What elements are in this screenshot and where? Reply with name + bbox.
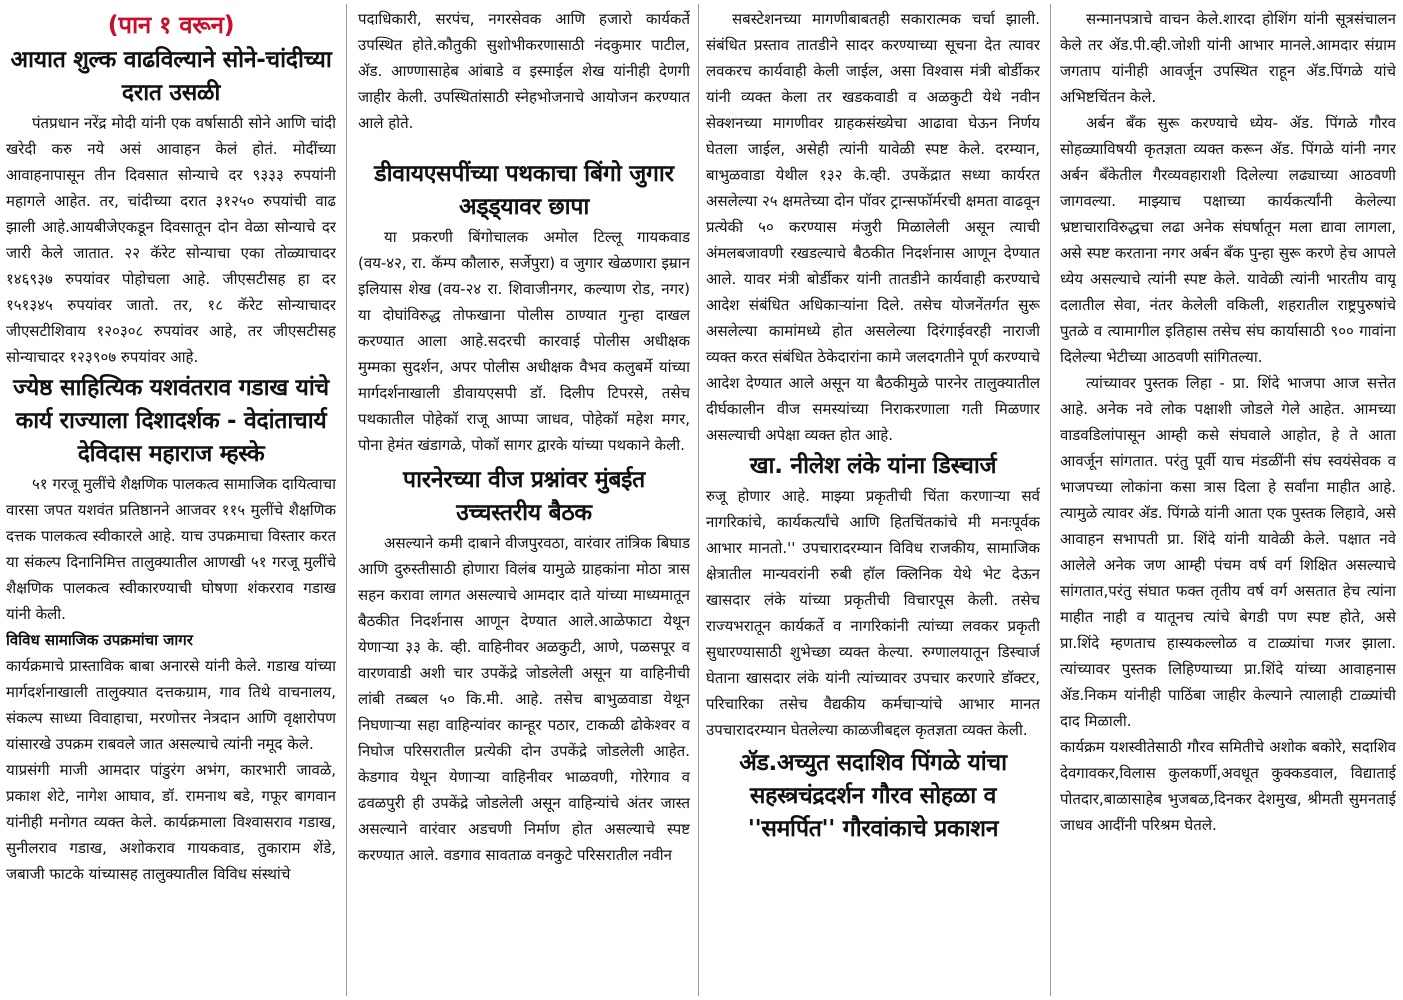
article-paragraph: कार्यक्रमाचे प्रास्ताविक बाबा अनारसे यांनी केले. गडाख यांच्या मार्गदर्शनाखाली तालुक्यात दत्तकग्राम, गाव तिथे वाचनालय, संकल्प साध्या विवाहाचा, मरणोत्तर नेत्रदान आणि वृक्षारोपण यांसारखे उपक्रम राबवले जात असल्याचे त्यांनी नमूद केले. xyxy=(6,657,336,753)
continued-label: (पान १ वरून) xyxy=(107,11,235,39)
article-paragraph: पदाधिकारी, सरपंच, नगरसेवक आणि हजारो कार्यकर्ते उपस्थित होते.कौतुकी सुशोभीकरणासाठी नंदकुमार पाटील, ॲड. आण्णासाहेब आंबाडे व इस्माईल शेख यांनीही देणगी जाहीर केली. उपस्थितांसाठी स्नेहभोजनाचे आयोजन करण्यात आले होते. xyxy=(358,10,690,132)
article-paragraph: पंतप्रधान नरेंद्र मोदी यांनी एक वर्षासाठी सोने आणि चांदी खरेदी करु नये असं आवाहन केलं होतं. मोदींच्या आवाहनापासून तीन दिवसात सोन्याचे दर ९३३३ रुपयांनी महागले आहेत. तर, चांदीच्या दरात ३१२५० रुपयांची वाढ झाली आहे.आयबीजेएकडून दिवसातून दोन वेळा सोन्याचे दर जारी केले जातात. २२ कॅरेट सोन्याचा एका तोळ्याचादर १४६९३७ रुपयांवर पोहोचला आहे. जीएसटीसह हा दर १५१३४५ रुपयांवर जातो. तर, १८ कॅरेट सोन्याचादर जीएसटीशिवाय १२०३०८ रुपयांवर आहे, तर जीएसटीसह सोन्याचादर १२३९०७ रुपयांवर आहे. xyxy=(6,114,336,366)
subheading: विविध सामाजिक उपक्रमांचा जागर xyxy=(6,631,193,649)
column-rule xyxy=(1050,4,1051,996)
article-paragraph: सन्मानपत्राचे वाचन केले.शारदा होशिंग यांनी सूत्रसंचालन केले तर ॲड.पी.व्ही.जोशी यांनी आभार मानले.आमदार संग्राम जगताप यांनीही आवर्जून उपस्थित राहून ॲड.पिंगळे यांचे अभिष्टचिंतन केले. xyxy=(1060,10,1396,106)
headline-parner-electricity: पारनेरच्या वीज प्रश्नांवर मुंबईत उच्चस्तरीय बैठक xyxy=(403,467,645,526)
article-paragraph: सबस्टेशनच्या मागणीबाबतही सकारात्मक चर्चा झाली. संबंधित प्रस्ताव तातडीने सादर करण्याच्या सूचना देत त्यावर लवकरच कार्यवाही केली जाईल, असा विश्वास मंत्री बोर्डीकर यांनी व्यक्त केला तर खडकवाडी व अळकुटी येथे नवीन सेक्शनच्या मागणीवर ग्राहकसंख्येचा आढावा घेऊन निर्णय घेतला जाईल, असेही त्यांनी यावेळी स्पष्ट केले. दरम्यान, बाभुळवाडा येथील १३२ के.व्ही. उपकेंद्रात सध्या कार्यरत असलेल्या २५ क्षमतेच्या दोन पॉवर ट्रान्सफॉर्मरची क्षमता वाढवून प्रत्येकी ५० करण्यास मंजुरी मिळालेली असून त्याची अंमलबजावणी रखडल्याचे बैठकीत निदर्शनास आणून देण्यात आले. यावर मंत्री बोर्डीकर यांनी तातडीने कार्यवाही करण्याचे आदेश संबंधित अधिकाऱ्यांना दिले. तसेच योजनेंतर्गत सुरू असलेल्या कामांमध्ये होत असलेल्या दिरंगाईवरही नाराजी व्यक्त करत संबंधित ठेकेदारांना कामे जलदगतीने पूर्ण करण्याचे आदेश देण्यात आले असून या बैठकीमुळे पारनेर तालुक्यातील दीर्घकालीन वीज समस्यांच्या निराकरणाला गती मिळणार असल्याची अपेक्षा व्यक्त होत आहे. xyxy=(706,10,1040,444)
headline-gold-silver: आयात शुल्क वाढविल्याने सोने-चांदीच्या दरात उसळी xyxy=(10,47,332,106)
headline-gadakh: ज्येष्ठ साहित्यिक यशवंतराव गडाख यांचे कार्य राज्याला दिशादर्शक - वेदांताचार्य देविदास महाराज म्हस्के xyxy=(13,375,329,467)
article-paragraph: ५१ गरजू मुलींचे शैक्षणिक पालकत्व सामाजिक दायित्वाचा वारसा जपत यशवंत प्रतिष्ठानने आजवर ११५ मुलींचे शैक्षणिक दत्तक पालकत्व स्वीकारले आहे. याच उपक्रमाचा विस्तार करत या संकल्प दिनानिमित्त तालुक्यातील आणखी ५१ गरजू मुलींचे शैक्षणिक पालकत्व स्वीकारण्याची घोषणा शंकरराव गडाख यांनी केली. xyxy=(6,475,336,623)
headline-pingale-felicitation: ॲड.अच्युत सदाशिव पिंगळे यांचा सहस्त्रचंद्रदर्शन गौरव सोहळा व ''समर्पित'' गौरवांकाचे प्रकाशन xyxy=(739,750,1007,842)
column-4 xyxy=(1060,6,1396,1000)
headline-bingo-raid: डीवायएसपींच्या पथकाचा बिंगो जुगार अड्ड्यावर छापा xyxy=(374,161,674,220)
column-rule xyxy=(346,4,347,996)
article-paragraph: त्यांच्यावर पुस्तक लिहा - प्रा. शिंदे भाजपा आज सत्तेत आहे. अनेक नवे लोक पक्षाशी जोडले गेले आहेत. आमच्या वाडवडिलांपासून आम्ही कसे संघवाले आहोत, हे ते आता आवर्जून सांगतात. परंतु पूर्वी याच मंडळींनी संघ स्वयंसेवक व भाजपच्या लोकांना कसा त्रास दिला हे सर्वांना माहीत आहे. त्यामुळे त्यावर ॲड. पिंगळे यांनी आता एक पुस्तक लिहावे, असे आवाहन सभापती प्रा. शिंदे यांनी यावेळी केले. पक्षात नवे आलेले अनेक जण आम्ही पंचम वर्ष वर्ग शिक्षित असल्याचे सांगतात,परंतु संघात फक्त तृतीय वर्ष वर्ग असतात हेच त्यांना माहीत नाही व यातूनच त्यांचे बेगडी पण स्पष्ट होते, असे प्रा.शिंदे म्हणताच हास्यकल्लोळ व टाळ्यांचा गजर झाला. त्यांच्यावर पुस्तक लिहिण्याच्या प्रा.शिंदे यांच्या आवाहनास ॲड.निकम यांनीही पाठिंबा जाहीर केल्याने त्यालाही टाळ्यांची दाद मिळाली. xyxy=(1060,374,1396,730)
article-paragraph: अर्बन बँक सुरू करण्याचे ध्येय- ॲड. पिंगळे गौरव सोहळ्याविषयी कृतज्ञता व्यक्त करून ॲड. पिंगळे यांनी नगर अर्बन बँकेतील गैरव्यवहाराशी दिलेल्या लढ्याच्या आठवणी जागवल्या. माझ्याच पक्षाच्या कार्यकर्त्यांनी केलेल्या भ्रष्टाचाराविरुद्धचा लढा अनेक संघर्षातून मला द्यावा लागला, असे स्पष्ट करताना नगर अर्बन बँक पुन्हा सुरू करणे हेच आपले ध्येय असल्याचे त्यांनी स्पष्ट केले. यावेळी त्यांनी भारतीय वायू दलातील सेवा, नंतर केलेली वकिली, शहरातील राष्ट्रपुरुषांचे पुतळे व त्यामागील इतिहास तसेच संघ कार्यासाठी ९०० गावांना दिलेल्या भेटीच्या आठवणी सांगितल्या. xyxy=(1060,114,1396,366)
article-paragraph: असल्याने कमी दाबाने वीजपुरवठा, वारंवार तांत्रिक बिघाड आणि दुरुस्तीसाठी होणारा विलंब यामुळे ग्राहकांना मोठा त्रास सहन करावा लागत असल्याचे आमदार दाते यांच्या माध्यमातून बैठकीत निदर्शनास आणून देण्यात आले.आळेफाटा येथून येणाऱ्या ३३ के. व्ही. वाहिनीवर अळकुटी, आणे, पळसपूर व वारणवाडी अशी चार उपकेंद्रे जोडलेली असून या वाहिनीची लांबी तब्बल ५० कि.मी. आहे. तसेच बाभुळवाडा येथून निघणाऱ्या सहा वाहिन्यांवर कान्हूर पठार, टाकळी ढोकेश्वर व निघोज परिसरातील प्रत्येकी दोन उपकेंद्रे जोडलेली आहेत. केडगाव येथून येणाऱ्या वाहिनीवर भाळवणी, गोरेगाव व ढवळपुरी ही उपकेंद्रे जोडलेली असून वाहिन्यांचे अंतर जास्त असल्याने वारंवार अडचणी निर्माण होत असल्याचे स्पष्ट करण्यात आले. वडगाव सावताळ वनकुटे परिसरातील नवीन xyxy=(358,534,690,864)
column-2 xyxy=(358,6,690,1000)
column-rule xyxy=(698,4,699,996)
article-paragraph: याप्रसंगी माजी आमदार पांडुरंग अभंग, कारभारी जावळे, प्रकाश शेटे, नागेश आघाव, डॉ. रामनाथ बडे, गफूर बागवान यांनीही मनोगत व्यक्त केले. कार्यक्रमाला विश्वासराव गडाख, सुनीलराव गडाख, अशोकराव गायकवाड, तुकाराम शेंडे, जबाजी फाटके यांच्यासह तालुक्यातील विविध संस्थांचे xyxy=(6,761,336,883)
headline-lanke-discharge: खा. नीलेश लंके यांना डिस्चार्ज xyxy=(749,453,997,479)
column-1 xyxy=(6,6,336,1000)
column-3 xyxy=(706,6,1040,1000)
article-paragraph: कार्यक्रम यशस्वीतेसाठी गौरव समितीचे अशोक बकोरे, सदाशिव देवगावकर,विलास कुलकर्णी,अवधूत कुक्कडवाल, विद्याताई पोतदार,बाळासाहेब भुजबळ,दिनकर देशमुख, श्रीमती सुमनताई जाधव आदींनी परिश्रम घेतले. xyxy=(1060,738,1396,834)
article-paragraph: या प्रकरणी बिंगोचालक अमोल टिल्लू गायकवाड (वय-४२, रा. कॅम्प कौलारु, सर्जेपुरा) व जुगार खेळणारा इम्रान इलियास शेख (वय-२४ रा. शिवाजीनगर, कल्याण रोड, नगर) या दोघांविरुद्ध तोफखाना पोलीस ठाण्यात गुन्हा दाखल करण्यात आला आहे.सदरची कारवाई पोलीस अधीक्षक मुम्मका सुदर्शन, अपर पोलीस अधीक्षक वैभव कलुबर्मे यांच्या मार्गदर्शनाखाली डीवायएसपी डॉ. दिलीप टिपरसे, तसेच पथकातील पोहेकॉ राजू आप्पा जाधव, पोहेकॉ महेश मगर, पोना हेमंत खंडागळे, पोकॉ सागर द्वारके यांच्या पथकाने केली. xyxy=(358,228,690,454)
article-paragraph: रुजू होणार आहे. माझ्या प्रकृतीची चिंता करणाऱ्या सर्व नागरिकांचे, कार्यकर्त्यांचे आणि हितचिंतकांचे मी मनःपूर्वक आभार मानतो.'' उपचारादरम्यान विविध राजकीय, सामाजिक क्षेत्रातील मान्यवरांनी रुबी हॉल क्लिनिक येथे भेट देऊन खासदार लंके यांच्या प्रकृतीची विचारपूस केली. तसेच राज्यभरातून कार्यकर्ते व नागरिकांनी त्यांच्या लवकर प्रकृती सुधारण्यासाठी शुभेच्छा व्यक्त केल्या. रुग्णालयातून डिस्चार्ज घेताना खासदार लंके यांनी त्यांच्यावर उपचार करणारे डॉक्टर, परिचारिका तसेच वैद्यकीय कर्मचाऱ्यांचे आभार मानत उपचारादरम्यान घेतलेल्या काळजीबद्दल कृतज्ञता व्यक्त केली. xyxy=(706,487,1040,739)
